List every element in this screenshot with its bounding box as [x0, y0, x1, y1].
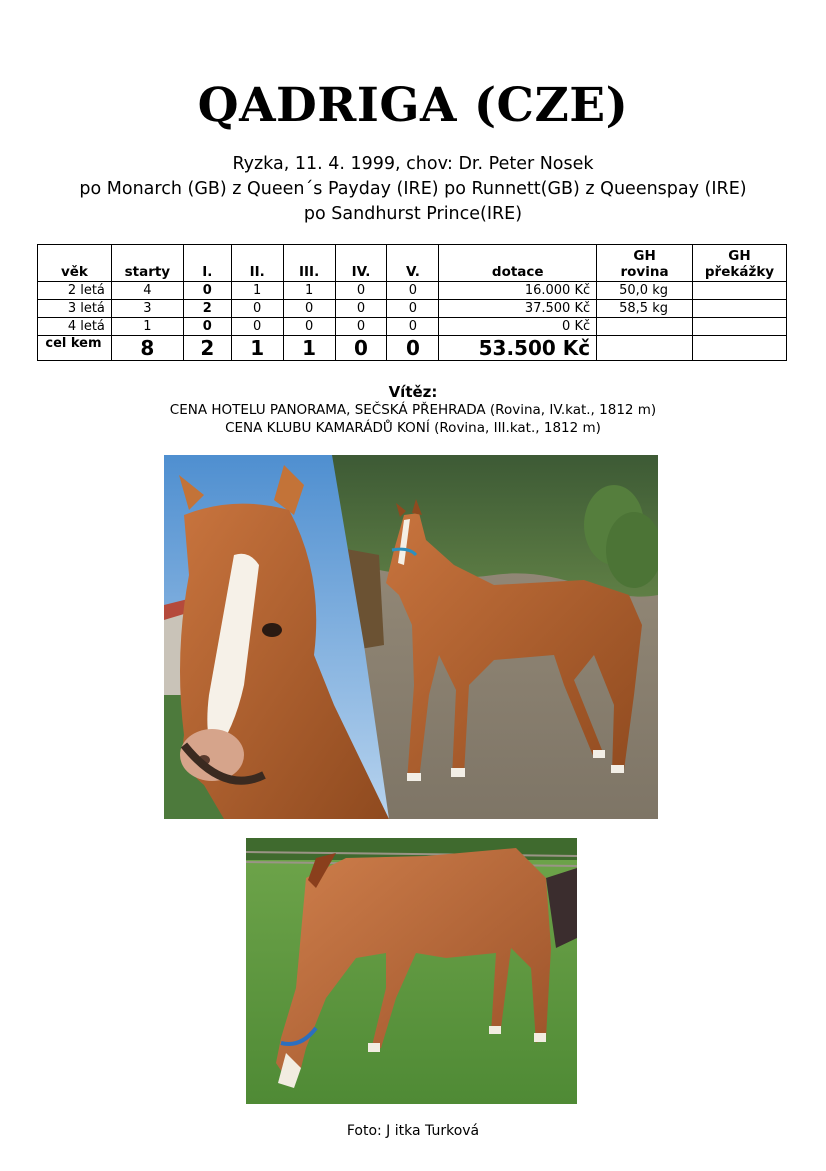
cell-third: 0	[283, 300, 335, 318]
cell-gh-jumps	[692, 318, 786, 336]
header-prize: dotace	[439, 245, 597, 282]
header-age: věk	[38, 245, 112, 282]
table-row	[38, 300, 787, 318]
cell-second: 1	[231, 282, 283, 300]
cell-starts: 1	[111, 318, 183, 336]
total-fourth: 0	[335, 336, 387, 361]
cell-prize: 0 Kč	[439, 318, 597, 336]
cell-prize: 37.500 Kč	[439, 300, 597, 318]
photo-credit: Foto: J itka Turková	[346, 1123, 480, 1139]
race-statistics-table	[37, 244, 787, 361]
total-fifth: 0	[387, 336, 439, 361]
header-fourth: IV.	[335, 245, 387, 282]
cell-gh-jumps	[692, 282, 786, 300]
total-starts: 8	[111, 336, 183, 361]
cell-fourth: 0	[335, 300, 387, 318]
cell-first: 0	[183, 318, 231, 336]
cell-first: 0	[183, 282, 231, 300]
cell-second: 0	[231, 300, 283, 318]
horse-name-title: QADRIGA (CZE)	[197, 78, 629, 133]
winner-race-2: CENA KLUBU KAMARÁDŮ KONÍ (Rovina, III.kat., 1812 m)	[225, 420, 601, 436]
table-header-row	[38, 245, 787, 282]
header-first: I.	[183, 245, 231, 282]
cell-third: 1	[283, 282, 335, 300]
cell-age: 2 letá	[38, 282, 112, 300]
table-row	[38, 282, 787, 300]
header-third: III.	[283, 245, 335, 282]
pedigree-line-2: po Sandhurst Prince(IRE)	[303, 204, 523, 224]
cell-gh-flat: 50,0 kg	[597, 282, 693, 300]
cell-fifth: 0	[387, 300, 439, 318]
cell-fifth: 0	[387, 282, 439, 300]
cell-prize: 16.000 Kč	[439, 282, 597, 300]
cell-second: 0	[231, 318, 283, 336]
cell-fifth: 0	[387, 318, 439, 336]
cell-starts: 4	[111, 282, 183, 300]
winner-heading: Vítěz:	[388, 383, 438, 401]
winner-race-1: CENA HOTELU PANORAMA, SEČSKÁ PŘEHRADA (Rovina, IV.kat., 1812 m)	[169, 402, 657, 418]
total-gh-flat	[597, 336, 693, 361]
cell-gh-flat	[597, 318, 693, 336]
cell-first: 2	[183, 300, 231, 318]
header-gh-flat: GH rovina	[597, 245, 693, 282]
table-row	[38, 318, 787, 336]
total-gh-jumps	[692, 336, 786, 361]
cell-third: 0	[283, 318, 335, 336]
header-second: II.	[231, 245, 283, 282]
grazing-horse-photo-image	[246, 838, 577, 1104]
cell-fourth: 0	[335, 318, 387, 336]
pedigree-line-1: po Monarch (GB) z Queen´s Payday (IRE) po Runnett(GB) z Queenspay (IRE)	[79, 179, 747, 199]
total-second: 1	[231, 336, 283, 361]
header-fifth: V.	[387, 245, 439, 282]
grazing-horse-photo	[246, 838, 577, 1104]
cell-gh-jumps	[692, 300, 786, 318]
horse-photo-collage-image	[164, 455, 658, 819]
horse-photo-collage	[164, 455, 658, 819]
table-total-row	[38, 336, 787, 361]
cell-starts: 3	[111, 300, 183, 318]
header-starts: starty	[111, 245, 183, 282]
cell-gh-flat: 58,5 kg	[597, 300, 693, 318]
total-prize: 53.500 Kč	[439, 336, 597, 361]
total-third: 1	[283, 336, 335, 361]
cell-fourth: 0	[335, 282, 387, 300]
total-label: cel kem	[38, 336, 112, 361]
header-gh-jumps: GH překážky	[692, 245, 786, 282]
total-first: 2	[183, 336, 231, 361]
cell-age: 4 letá	[38, 318, 112, 336]
horse-details-line: Ryzka, 11. 4. 1999, chov: Dr. Peter Nosek	[232, 154, 594, 174]
cell-age: 3 letá	[38, 300, 112, 318]
